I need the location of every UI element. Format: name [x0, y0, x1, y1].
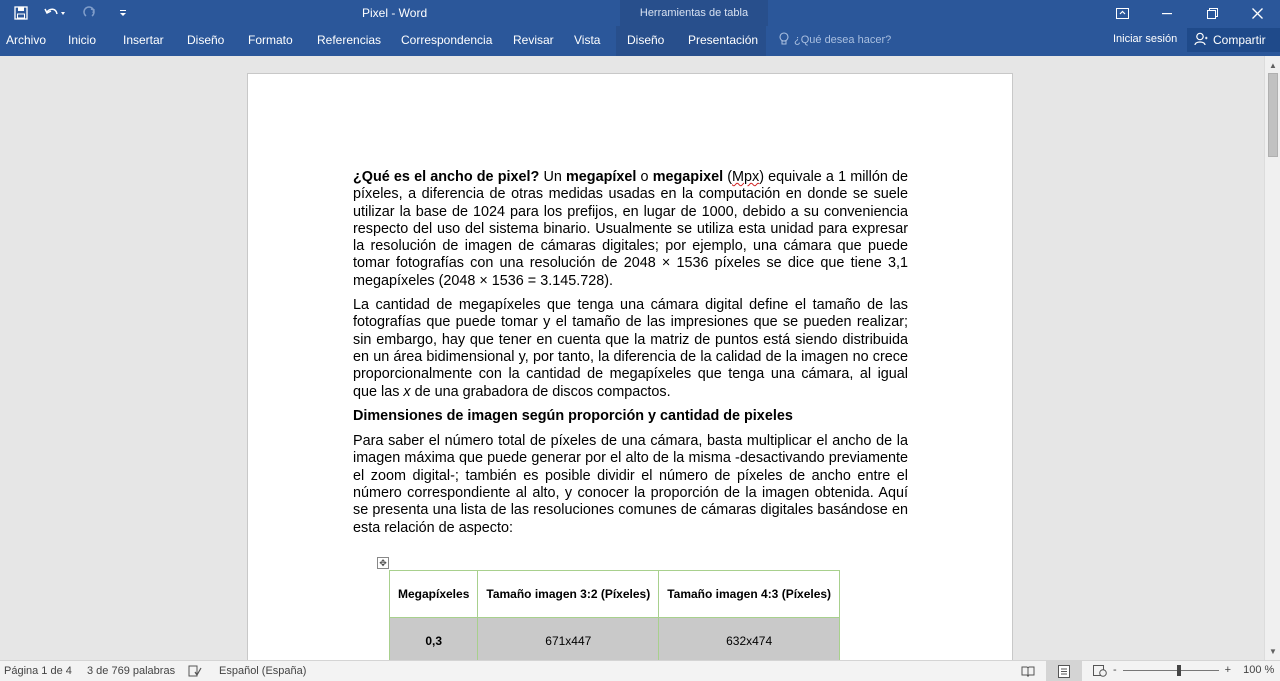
paragraph-2[interactable]	[353, 297, 908, 401]
minimize-icon[interactable]	[1145, 0, 1190, 26]
restore-icon[interactable]	[1190, 0, 1235, 26]
spelling-error-word[interactable]: Mpx	[732, 169, 760, 185]
window-controls	[1100, 0, 1280, 26]
bold-term: megapíxel	[566, 169, 637, 185]
view-buttons	[1010, 661, 1118, 681]
read-mode-icon[interactable]	[1010, 661, 1046, 681]
zoom-level[interactable]: 100 %	[1243, 664, 1275, 676]
italic-x: x	[403, 383, 411, 400]
table-cell[interactable]: 632x474	[659, 618, 840, 661]
table-header-row	[390, 571, 840, 618]
page-count[interactable]: Página 1 de 4	[4, 665, 72, 677]
text-run: (	[723, 169, 733, 185]
status-bar	[0, 660, 1280, 681]
table-header-cell[interactable]: Tamaño imagen 4:3 (Píxeles)	[659, 571, 840, 618]
lightbulb-icon	[779, 32, 789, 48]
context-tab-header: Herramientas de tabla	[620, 0, 768, 26]
proofing-icon[interactable]	[188, 665, 202, 680]
text-run: La cantidad de megapíxeles que tenga una cámara digital define el tamaño de las fotografías que puede tomar y el tamaño de las impresiones que se pueden realizar; sin embargo, hay que tener en cuenta que la matriz de puntos está siendo distribuida en un área bidimensional y, por tanto, la diferencia de la calidad de la imagen no crece proporcionalmente con la cantidad de megapíxeles que tenga una cámara, al igual que las	[353, 297, 908, 400]
vertical-scrollbar[interactable]	[1264, 56, 1280, 660]
table-header-cell[interactable]: Tamaño imagen 3:2 (Píxeles)	[478, 571, 659, 618]
tab-inicio[interactable]: Inicio	[68, 33, 97, 47]
tab-formato[interactable]: Formato	[248, 33, 293, 47]
table-cell[interactable]: 0,3	[390, 618, 478, 661]
table-move-handle-icon[interactable]: ✥	[377, 557, 389, 569]
redo-icon[interactable]	[76, 3, 102, 23]
zoom-in-button[interactable]: +	[1224, 664, 1232, 676]
undo-icon[interactable]	[42, 3, 68, 23]
table-cell[interactable]: 671x447	[478, 618, 659, 661]
tab-vista[interactable]: Vista	[574, 33, 601, 47]
table-header-cell[interactable]: Megapíxeles	[390, 571, 478, 618]
table-row	[390, 618, 840, 661]
tab-insertar[interactable]: Insertar	[123, 33, 164, 47]
document-page[interactable]	[247, 73, 1013, 660]
zoom-slider[interactable]	[1123, 670, 1219, 671]
tell-me-text: ¿Qué desea hacer?	[794, 34, 892, 46]
intro-question: ¿Qué es el ancho de pixel?	[353, 169, 540, 185]
save-icon[interactable]	[8, 3, 34, 23]
print-layout-icon[interactable]	[1046, 661, 1082, 681]
scroll-down-icon[interactable]: ▼	[1269, 646, 1277, 656]
section-heading[interactable]: Dimensiones de imagen según proporción y cantidad de pixeles	[353, 407, 793, 424]
text-run: de una grabadora de discos compactos.	[410, 383, 671, 400]
zoom-out-button[interactable]: -	[1113, 664, 1117, 676]
tab-referencias[interactable]: Referencias	[317, 33, 382, 47]
tell-me-box[interactable]	[779, 32, 891, 48]
tab-table-diseno[interactable]: Diseño	[627, 33, 665, 47]
person-icon	[1194, 32, 1208, 49]
ribbon-tabs	[0, 26, 1280, 56]
sign-in-link[interactable]: Iniciar sesión	[1113, 33, 1178, 45]
paragraph-1[interactable]	[353, 169, 908, 290]
scroll-up-icon[interactable]: ▲	[1269, 60, 1277, 70]
title-bar	[0, 0, 1280, 26]
document-canvas[interactable]	[0, 56, 1264, 660]
tab-presentacion[interactable]: Presentación	[688, 33, 759, 47]
language[interactable]: Español (España)	[219, 665, 307, 677]
share-label: Compartir	[1213, 33, 1266, 47]
text-run: Un	[539, 169, 566, 185]
tab-correspondencia[interactable]: Correspondencia	[401, 33, 493, 47]
scrollbar-thumb[interactable]	[1268, 73, 1278, 157]
tab-archivo[interactable]: Archivo	[6, 33, 47, 47]
document-body[interactable]	[353, 169, 908, 544]
bold-term: megapixel	[652, 169, 724, 185]
share-button[interactable]	[1187, 28, 1280, 52]
zoom-slider-knob[interactable]	[1177, 665, 1181, 676]
close-icon[interactable]	[1235, 0, 1280, 26]
window-title: Pixel - Word	[362, 6, 428, 20]
zoom-control	[1113, 664, 1274, 676]
text-run: o	[636, 169, 653, 185]
word-count[interactable]: 3 de 769 palabras	[87, 665, 176, 677]
quick-access-toolbar	[8, 3, 136, 23]
ribbon-display-options-icon[interactable]	[1100, 0, 1145, 26]
customize-qat-icon[interactable]	[110, 3, 136, 23]
resolution-table[interactable]	[389, 570, 840, 660]
tab-revisar[interactable]: Revisar	[513, 33, 554, 47]
text-run: ) equivale a 1 millón de píxeles, a diferencia de otras medidas usadas en la computación en donde se suele utilizar la base de 1024 para los prefijos, en lugar de 1000, debido a su conveniencia respecto del uso del sistema binario. Usualmente se utiliza esta unidad para expresar la resolución de imagen de cámaras digitales; por ejemplo, una cámara que puede tomar fotografías con una resolución de 2048 × 1536 píxeles se dice que tiene 3,1 megapíxeles (2048 × 1536 = 3.145.728).	[353, 169, 908, 289]
tab-diseno[interactable]: Diseño	[187, 33, 225, 47]
paragraph-3[interactable]: Para saber el número total de píxeles de una cámara, basta multiplicar el ancho de la imagen máxima que puede generar por el alto de la misma -desactivando previamente el zoom digital-; también es posible dividir el número de píxeles de ancho entre el número correspondiente al alto, y conocer la proporción de la imagen obtenida. Aquí se presenta una lista de las resoluciones comunes de cámaras digitales basándose en esta relación de aspecto:	[353, 433, 908, 536]
